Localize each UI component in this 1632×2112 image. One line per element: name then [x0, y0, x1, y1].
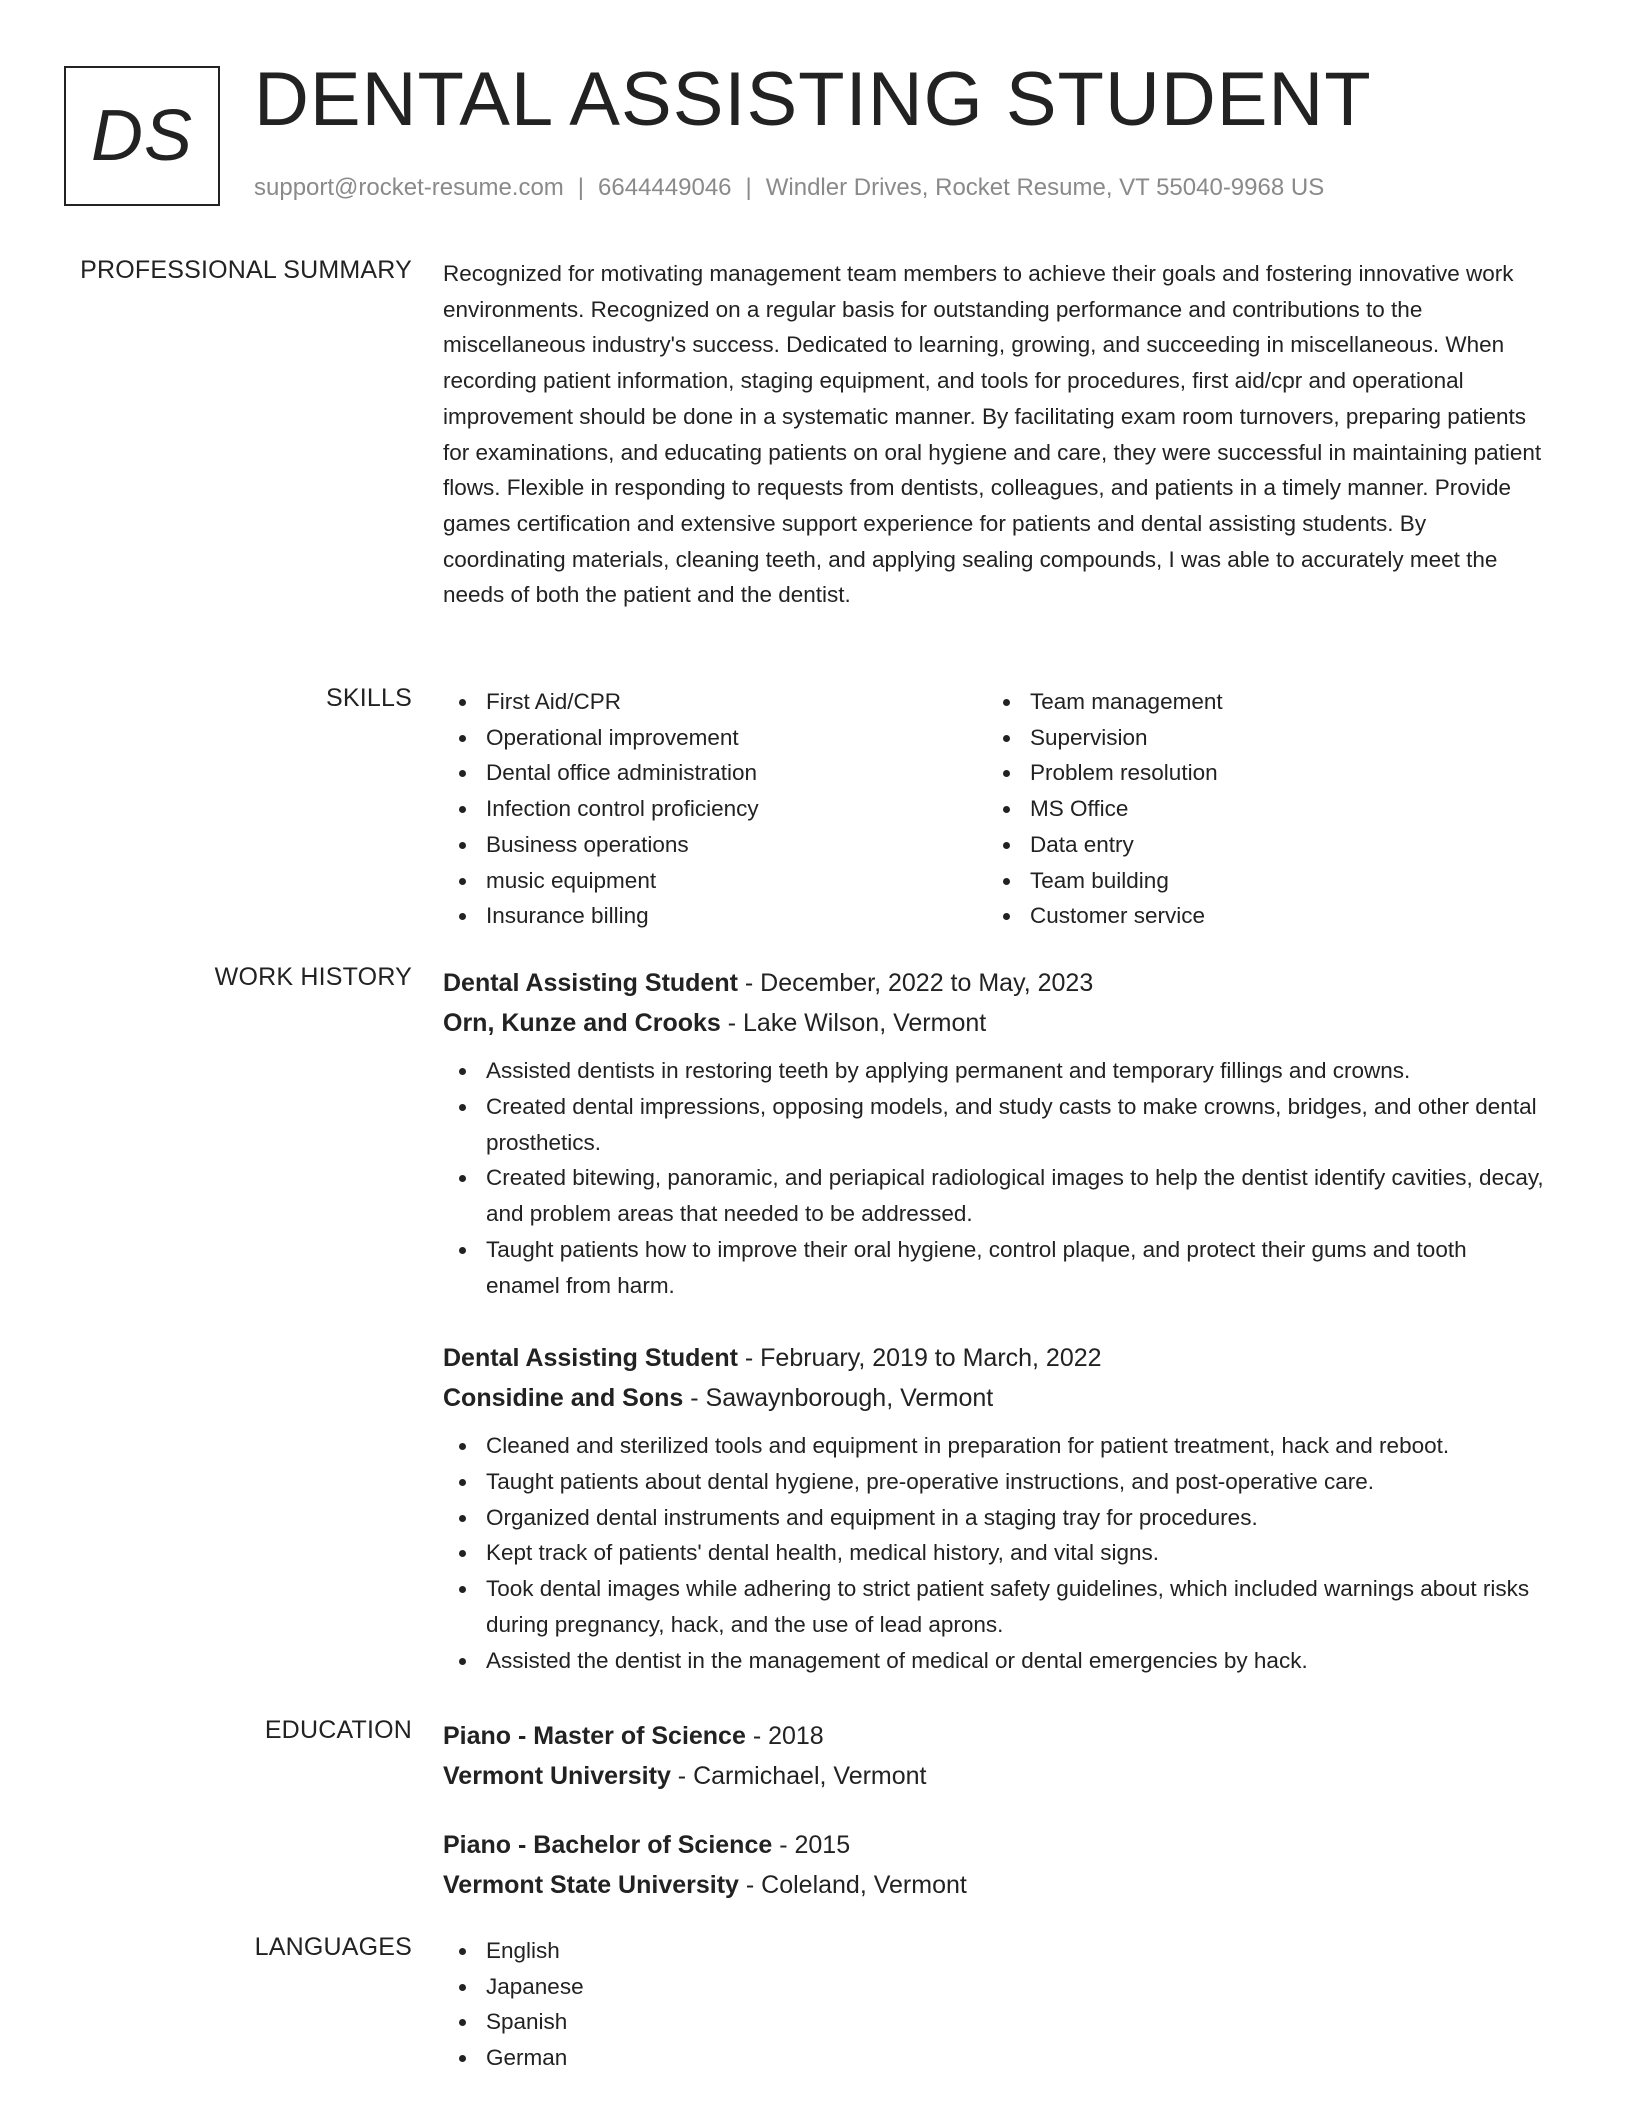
job-bullet: Created dental impressions, opposing models, and study casts to make crowns, bridges, and other dental prosthetics. [443, 1089, 1545, 1161]
skill-item: First Aid/CPR [443, 684, 987, 720]
job-company: Considine and Sons [443, 1384, 684, 1412]
degree: Piano - Master of Science [443, 1722, 746, 1750]
contact-line [254, 174, 1324, 202]
school-line [443, 1865, 1545, 1905]
skill-item: Supervision [987, 720, 1531, 756]
job-bullet: Taught patients how to improve their oral hygiene, control plaque, and protect their gums and tooth enamel from harm. [443, 1232, 1545, 1304]
language-item: Spanish [443, 2004, 1545, 2040]
language-item: German [443, 2040, 1545, 2076]
job-bullet: Cleaned and sterilized tools and equipment in preparation for patient treatment, hack and reboot. [443, 1428, 1545, 1464]
skill-item: Team management [987, 684, 1531, 720]
job-bullets [443, 1053, 1545, 1304]
contact-address: Windler Drives, Rocket Resume, VT 55040-9968 US [765, 174, 1325, 201]
job-entry [443, 963, 1545, 1304]
education-entry [443, 1825, 1545, 1905]
summary-text: Recognized for motivating management team members to achieve their goals and fostering innovative work environments. Recognized on a regular basis for outstanding performance and contributions to the miscellaneous industry's success. Dedicated to learning, growing, and succeeding in miscellaneous. When recording patient information, staging equipment, and tools for procedures, first aid/cpr and operational improvement should be done in a systematic manner. By facilitating exam room turnovers, preparing patients for examinations, and educating patients on oral hygiene and care, they were successful in maintaining patient flows. Flexible in responding to requests from dentists, colleagues, and patients in a timely manner. Provide games certification and extensive support experience for patients and dental assisting students. By coordinating materials, cleaning teeth, and applying sealing compounds, I was able to accurately meet the needs of both the patient and the dentist. [443, 261, 1542, 608]
contact-phone[interactable]: 6644449046 [598, 174, 732, 201]
contact-separator: | [745, 174, 752, 201]
skill-item: music equipment [443, 863, 987, 899]
skill-item: Data entry [987, 827, 1531, 863]
skill-item: Infection control proficiency [443, 791, 987, 827]
job-company: Orn, Kunze and Crooks [443, 1009, 721, 1037]
section-label: LANGUAGES [254, 1933, 412, 1961]
school-location: - Coleland, Vermont [738, 1871, 967, 1899]
school-location: - Carmichael, Vermont [670, 1762, 927, 1790]
job-bullet: Organized dental instruments and equipment in a staging tray for procedures. [443, 1500, 1545, 1536]
job-title-line [443, 1338, 1545, 1378]
job-company-line [443, 1003, 1545, 1043]
section-label: SKILLS [326, 684, 412, 712]
skill-item: Business operations [443, 827, 987, 863]
job-bullet: Took dental images while adhering to strict patient safety guidelines, which included warnings about risks during pregnancy, hack, and the use of lead aprons. [443, 1571, 1545, 1643]
degree: Piano - Bachelor of Science [443, 1831, 773, 1859]
job-bullets [443, 1428, 1545, 1679]
job-bullet: Created bitewing, panoramic, and periapical radiological images to help the dentist identify cavities, decay, and problem areas that needed to be addressed. [443, 1160, 1545, 1232]
monogram-initials: DS [64, 66, 220, 206]
skill-item: Customer service [987, 898, 1531, 934]
job-dates: - December, 2022 to May, 2023 [737, 969, 1094, 997]
skills-list-left [443, 684, 987, 934]
job-bullet: Assisted dentists in restoring teeth by applying permanent and temporary fillings and crowns. [443, 1053, 1545, 1089]
job-bullet: Assisted the dentist in the management of medical or dental emergencies by hack. [443, 1643, 1545, 1679]
job-location: - Sawaynborough, Vermont [683, 1384, 994, 1412]
skill-item: Insurance billing [443, 898, 987, 934]
job-entry [443, 1338, 1545, 1679]
job-bullet: Taught patients about dental hygiene, pre-operative instructions, and post-operative care. [443, 1464, 1545, 1500]
skills-list-right [987, 684, 1531, 934]
degree-year: - 2015 [772, 1831, 851, 1859]
job-title-line [443, 963, 1545, 1003]
skill-item: Team building [987, 863, 1531, 899]
section-label: PROFESSIONAL SUMMARY [80, 256, 412, 284]
education-entry [443, 1716, 1545, 1796]
job-bullet: Kept track of patients' dental health, medical history, and vital signs. [443, 1535, 1545, 1571]
languages-list [443, 1933, 1545, 2076]
school: Vermont State University [443, 1871, 739, 1899]
contact-email[interactable]: support@rocket-resume.com [254, 174, 564, 201]
job-dates: - February, 2019 to March, 2022 [737, 1344, 1102, 1372]
degree-line [443, 1716, 1545, 1756]
school: Vermont University [443, 1762, 671, 1790]
section-label: EDUCATION [264, 1716, 412, 1744]
contact-separator: | [577, 174, 585, 201]
skill-item: Dental office administration [443, 755, 987, 791]
job-location: - Lake Wilson, Vermont [720, 1009, 987, 1037]
job-title: Dental Assisting Student [443, 1344, 738, 1372]
job-company-line [443, 1378, 1545, 1418]
language-item: Japanese [443, 1969, 1545, 2005]
language-item: English [443, 1933, 1545, 1969]
skill-item: MS Office [987, 791, 1531, 827]
job-title: Dental Assisting Student [443, 969, 738, 997]
school-line [443, 1756, 1545, 1796]
section-label: WORK HISTORY [214, 963, 412, 991]
degree-line [443, 1825, 1545, 1865]
candidate-name: DENTAL ASSISTING STUDENT [254, 57, 1372, 142]
degree-year: - 2018 [745, 1722, 824, 1750]
skill-item: Problem resolution [987, 755, 1531, 791]
skill-item: Operational improvement [443, 720, 987, 756]
